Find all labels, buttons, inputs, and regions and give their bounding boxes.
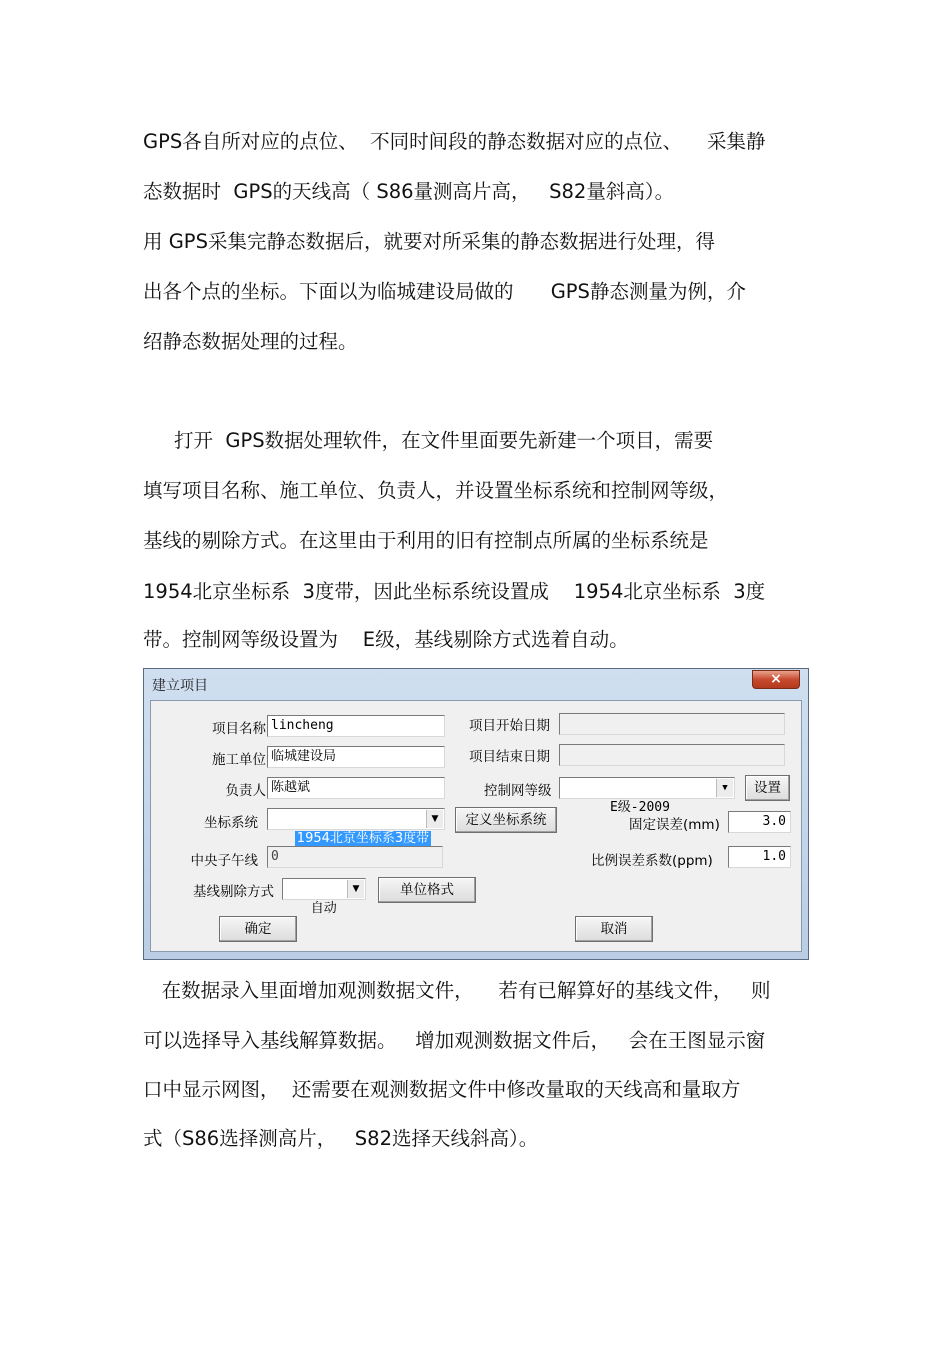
person-in-charge-label: 负责人: [225, 783, 266, 799]
construction-unit-input[interactable]: 临城建设局: [267, 746, 445, 768]
unit-format-button[interactable]: 单位格式: [378, 877, 476, 903]
create-project-dialog: [143, 668, 809, 960]
ratio-error-label: 比例误差系数(ppm): [591, 853, 713, 869]
text-line: 用 GPS采集完静态数据后，就要对所采集的静态数据进行处理，得: [143, 230, 715, 253]
project-name-input[interactable]: lincheng: [267, 715, 445, 737]
coordinate-system-label: 坐标系统: [204, 815, 258, 831]
define-coordinate-system-button[interactable]: 定义坐标系统: [455, 807, 557, 833]
text-line: 式（S86选择测高片， S82选择天线斜高）。: [143, 1127, 539, 1150]
construction-unit-label: 施工单位: [212, 752, 266, 768]
text-line: 基线的剔除方式。在这里由于利用的旧有控制点所属的坐标系统是: [143, 529, 709, 552]
baseline-removal-value: 自动: [310, 901, 337, 916]
chevron-down-icon[interactable]: ▼: [426, 810, 443, 828]
project-name-label: 项目名称: [212, 721, 266, 737]
text-line: 填写项目名称、施工单位、负责人，并设置坐标系统和控制网等级，: [143, 479, 729, 502]
close-icon: ×: [770, 671, 782, 687]
end-date-input[interactable]: [559, 744, 785, 766]
end-date-label: 项目结束日期: [469, 749, 550, 765]
network-grade-value: E级-2009: [609, 800, 670, 815]
central-meridian-input[interactable]: 0: [267, 846, 443, 868]
start-date-label: 项目开始日期: [469, 718, 550, 734]
central-meridian-label: 中央子午线: [190, 853, 258, 869]
start-date-input[interactable]: [559, 713, 785, 735]
text-line: 态数据时 GPS的天线高（ S86量测高片高， S82量斜高）。: [143, 180, 675, 203]
person-in-charge-input[interactable]: 陈越斌: [267, 777, 445, 799]
chevron-down-icon[interactable]: ▼: [347, 880, 364, 898]
coordinate-system-value: 1954北京坐标系3度带: [296, 831, 430, 846]
ratio-error-input[interactable]: 1.0: [728, 846, 791, 868]
settings-button[interactable]: 设置: [745, 775, 790, 801]
text-line: 带。控制网等级设置为 E级，基线剔除方式选着自动。: [143, 628, 629, 651]
text-line: GPS各自所对应的点位、 不同时间段的静态数据对应的点位、 采集静: [143, 130, 766, 153]
chevron-down-icon[interactable]: ▼: [716, 779, 733, 797]
network-grade-select[interactable]: [559, 777, 735, 815]
network-grade-label: 控制网等级: [484, 783, 552, 799]
text-line: 出各个点的坐标。下面以为临城建设局做的 GPS静态测量为例，介: [143, 280, 746, 303]
text-line: 绍静态数据处理的过程。: [143, 330, 358, 353]
text-line: 在数据录入里面增加观测数据文件， 若有已解算好的基线文件， 则: [143, 979, 771, 1002]
baseline-removal-label: 基线剔除方式: [193, 884, 274, 900]
coordinate-system-select[interactable]: [267, 808, 445, 846]
close-button[interactable]: [752, 670, 800, 689]
fixed-error-input[interactable]: 3.0: [728, 811, 791, 833]
ok-button[interactable]: 确定: [219, 916, 297, 942]
fixed-error-label: 固定误差(mm): [629, 817, 720, 833]
dialog-title: 建立项目: [152, 678, 208, 694]
baseline-removal-select[interactable]: [282, 878, 366, 916]
text-line: 打开 GPS数据处理软件，在文件里面要先新建一个项目，需要: [143, 429, 714, 452]
dialog-body: [150, 700, 802, 952]
text-line: 1954北京坐标系 3度带，因此坐标系统设置成 1954北京坐标系 3度: [143, 580, 766, 603]
text-line: 口中显示网图， 还需要在观测数据文件中修改量取的天线高和量取方: [143, 1078, 741, 1101]
cancel-button[interactable]: 取消: [575, 916, 653, 942]
text-line: 可以选择导入基线解算数据。 增加观测数据文件后， 会在王图显示窗: [143, 1029, 766, 1052]
